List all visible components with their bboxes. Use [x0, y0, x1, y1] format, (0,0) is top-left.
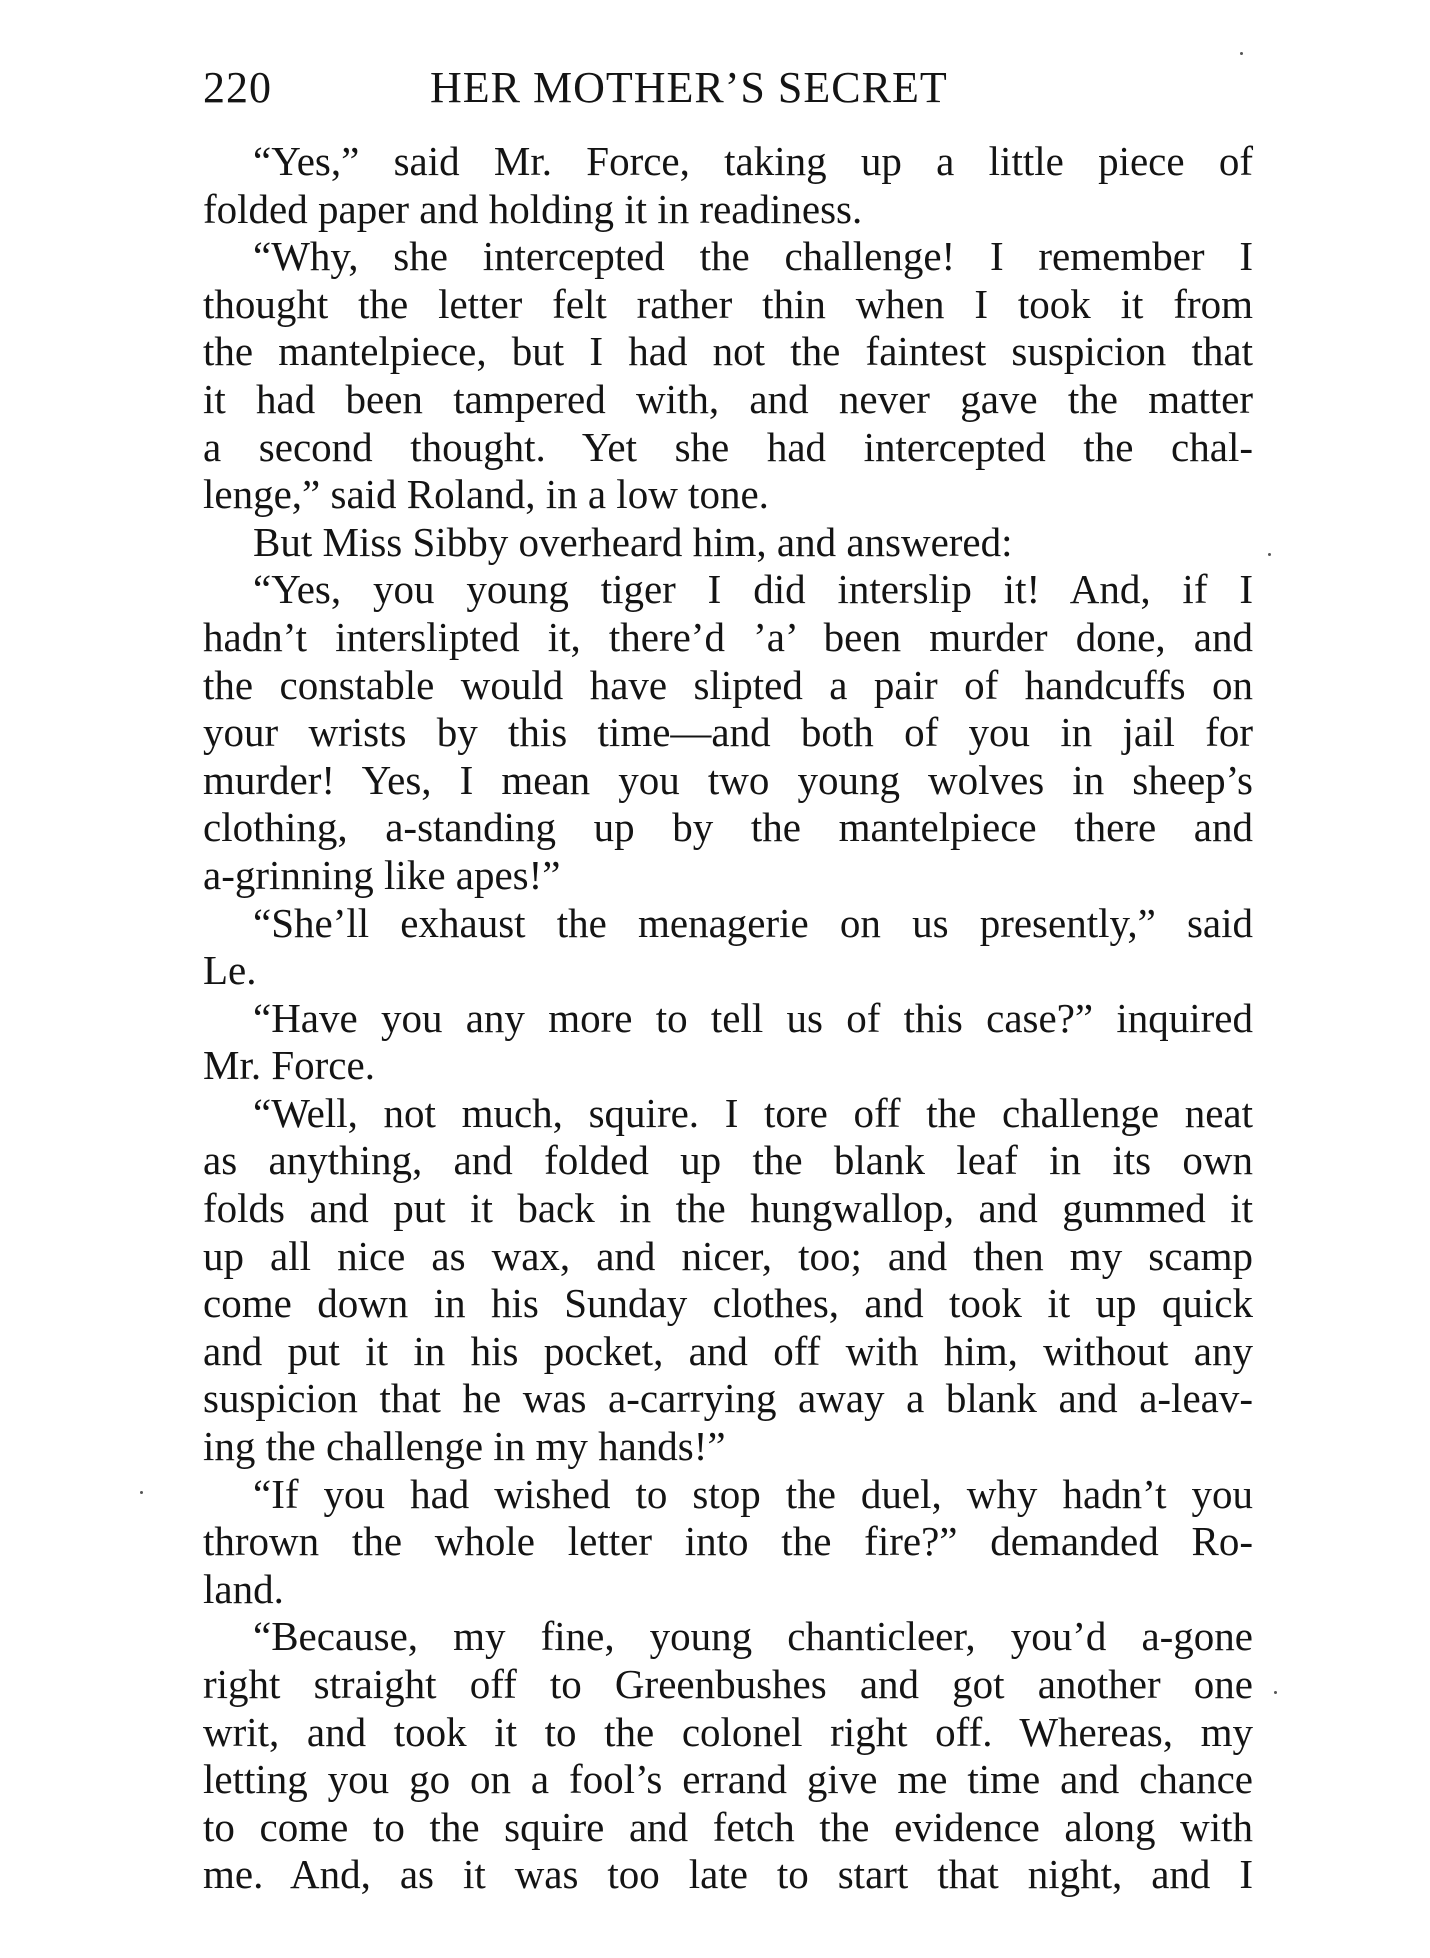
scan-speck — [1240, 52, 1243, 55]
page-number: 220 — [203, 63, 272, 112]
text-line: land. — [203, 1565, 284, 1612]
text-line: folds and put it back in the hungwallop, and gummed it — [203, 1185, 1253, 1232]
text-line: “She’ll exhaust the menagerie on us presently,” said — [253, 899, 1253, 946]
text-line: hadn’t interslipted it, there’d ’a’ been murder done, and — [203, 613, 1253, 660]
text-line: a-grinning like apes!” — [203, 851, 561, 898]
text-line: it had been tampered with, and never gave the matter — [203, 375, 1253, 422]
text-line: “Yes, you young tiger I did interslip it! And, if I — [253, 566, 1253, 613]
text-line: lenge,” said Roland, in a low tone. — [203, 471, 769, 518]
text-line: clothing, a-standing up by the mantelpiece there and — [203, 804, 1253, 851]
text-line: “Yes,” said Mr. Force, taking up a little piece of — [253, 138, 1253, 184]
text-line: letting you go on a fool’s errand give me time and chance — [203, 1756, 1253, 1803]
text-line: your wrists by this time—and both of you in jail for — [203, 709, 1253, 756]
text-line: come down in his Sunday clothes, and took it up quick — [203, 1280, 1253, 1327]
text-line: Le. — [203, 947, 257, 994]
text-line: “Have you any more to tell us of this case?” inquired — [253, 994, 1253, 1041]
text-line: right straight off to Greenbushes and got another one — [203, 1661, 1253, 1707]
text-line: thrown the whole letter into the fire?” demanded Ro- — [203, 1518, 1253, 1565]
text-line: me. And, as it was too late to start that night, and I — [203, 1851, 1253, 1898]
scan-speck — [1268, 553, 1271, 556]
text-line: the mantelpiece, but I had not the faintest suspicion that — [203, 328, 1253, 375]
running-head — [203, 58, 1253, 118]
text-line: “If you had wished to stop the duel, why hadn’t you — [253, 1470, 1253, 1517]
text-line: and put it in his pocket, and off with him, without any — [203, 1327, 1253, 1374]
text-line: as anything, and folded up the blank leaf in its own — [203, 1137, 1253, 1184]
text-line: up all nice as wax, and nicer, too; and then my scamp — [203, 1232, 1253, 1279]
text-line: ing the challenge in my hands!” — [203, 1423, 726, 1470]
text-line: thought the letter felt rather thin when I took it from — [203, 280, 1253, 327]
text-line: murder! Yes, I mean you two young wolves in sheep’s — [203, 756, 1253, 803]
book-title: HER MOTHER’S SECRET — [430, 63, 948, 112]
scan-speck — [1274, 1691, 1277, 1694]
text-line: to come to the squire and fetch the evidence along with — [203, 1803, 1253, 1850]
text-line: a second thought. Yet she had intercepted the chal- — [203, 423, 1253, 470]
text-line: the constable would have slipted a pair of handcuffs on — [203, 661, 1253, 708]
text-line: writ, and took it to the colonel right off. Whereas, my — [203, 1708, 1253, 1755]
text-line: folded paper and holding it in readiness. — [203, 185, 863, 232]
text-line: But Miss Sibby overheard him, and answered: — [253, 518, 1013, 565]
text-line: “Well, not much, squire. I tore off the challenge neat — [253, 1089, 1253, 1136]
text-line: “Why, she intercepted the challenge! I remember I — [253, 233, 1253, 280]
scan-speck — [140, 1491, 143, 1494]
body-text — [203, 138, 1253, 1899]
text-line: “Because, my fine, young chanticleer, you’d a-gone — [253, 1613, 1253, 1660]
text-line: Mr. Force. — [203, 1042, 375, 1089]
text-line: suspicion that he was a-carrying away a blank and a-leav- — [203, 1375, 1253, 1422]
